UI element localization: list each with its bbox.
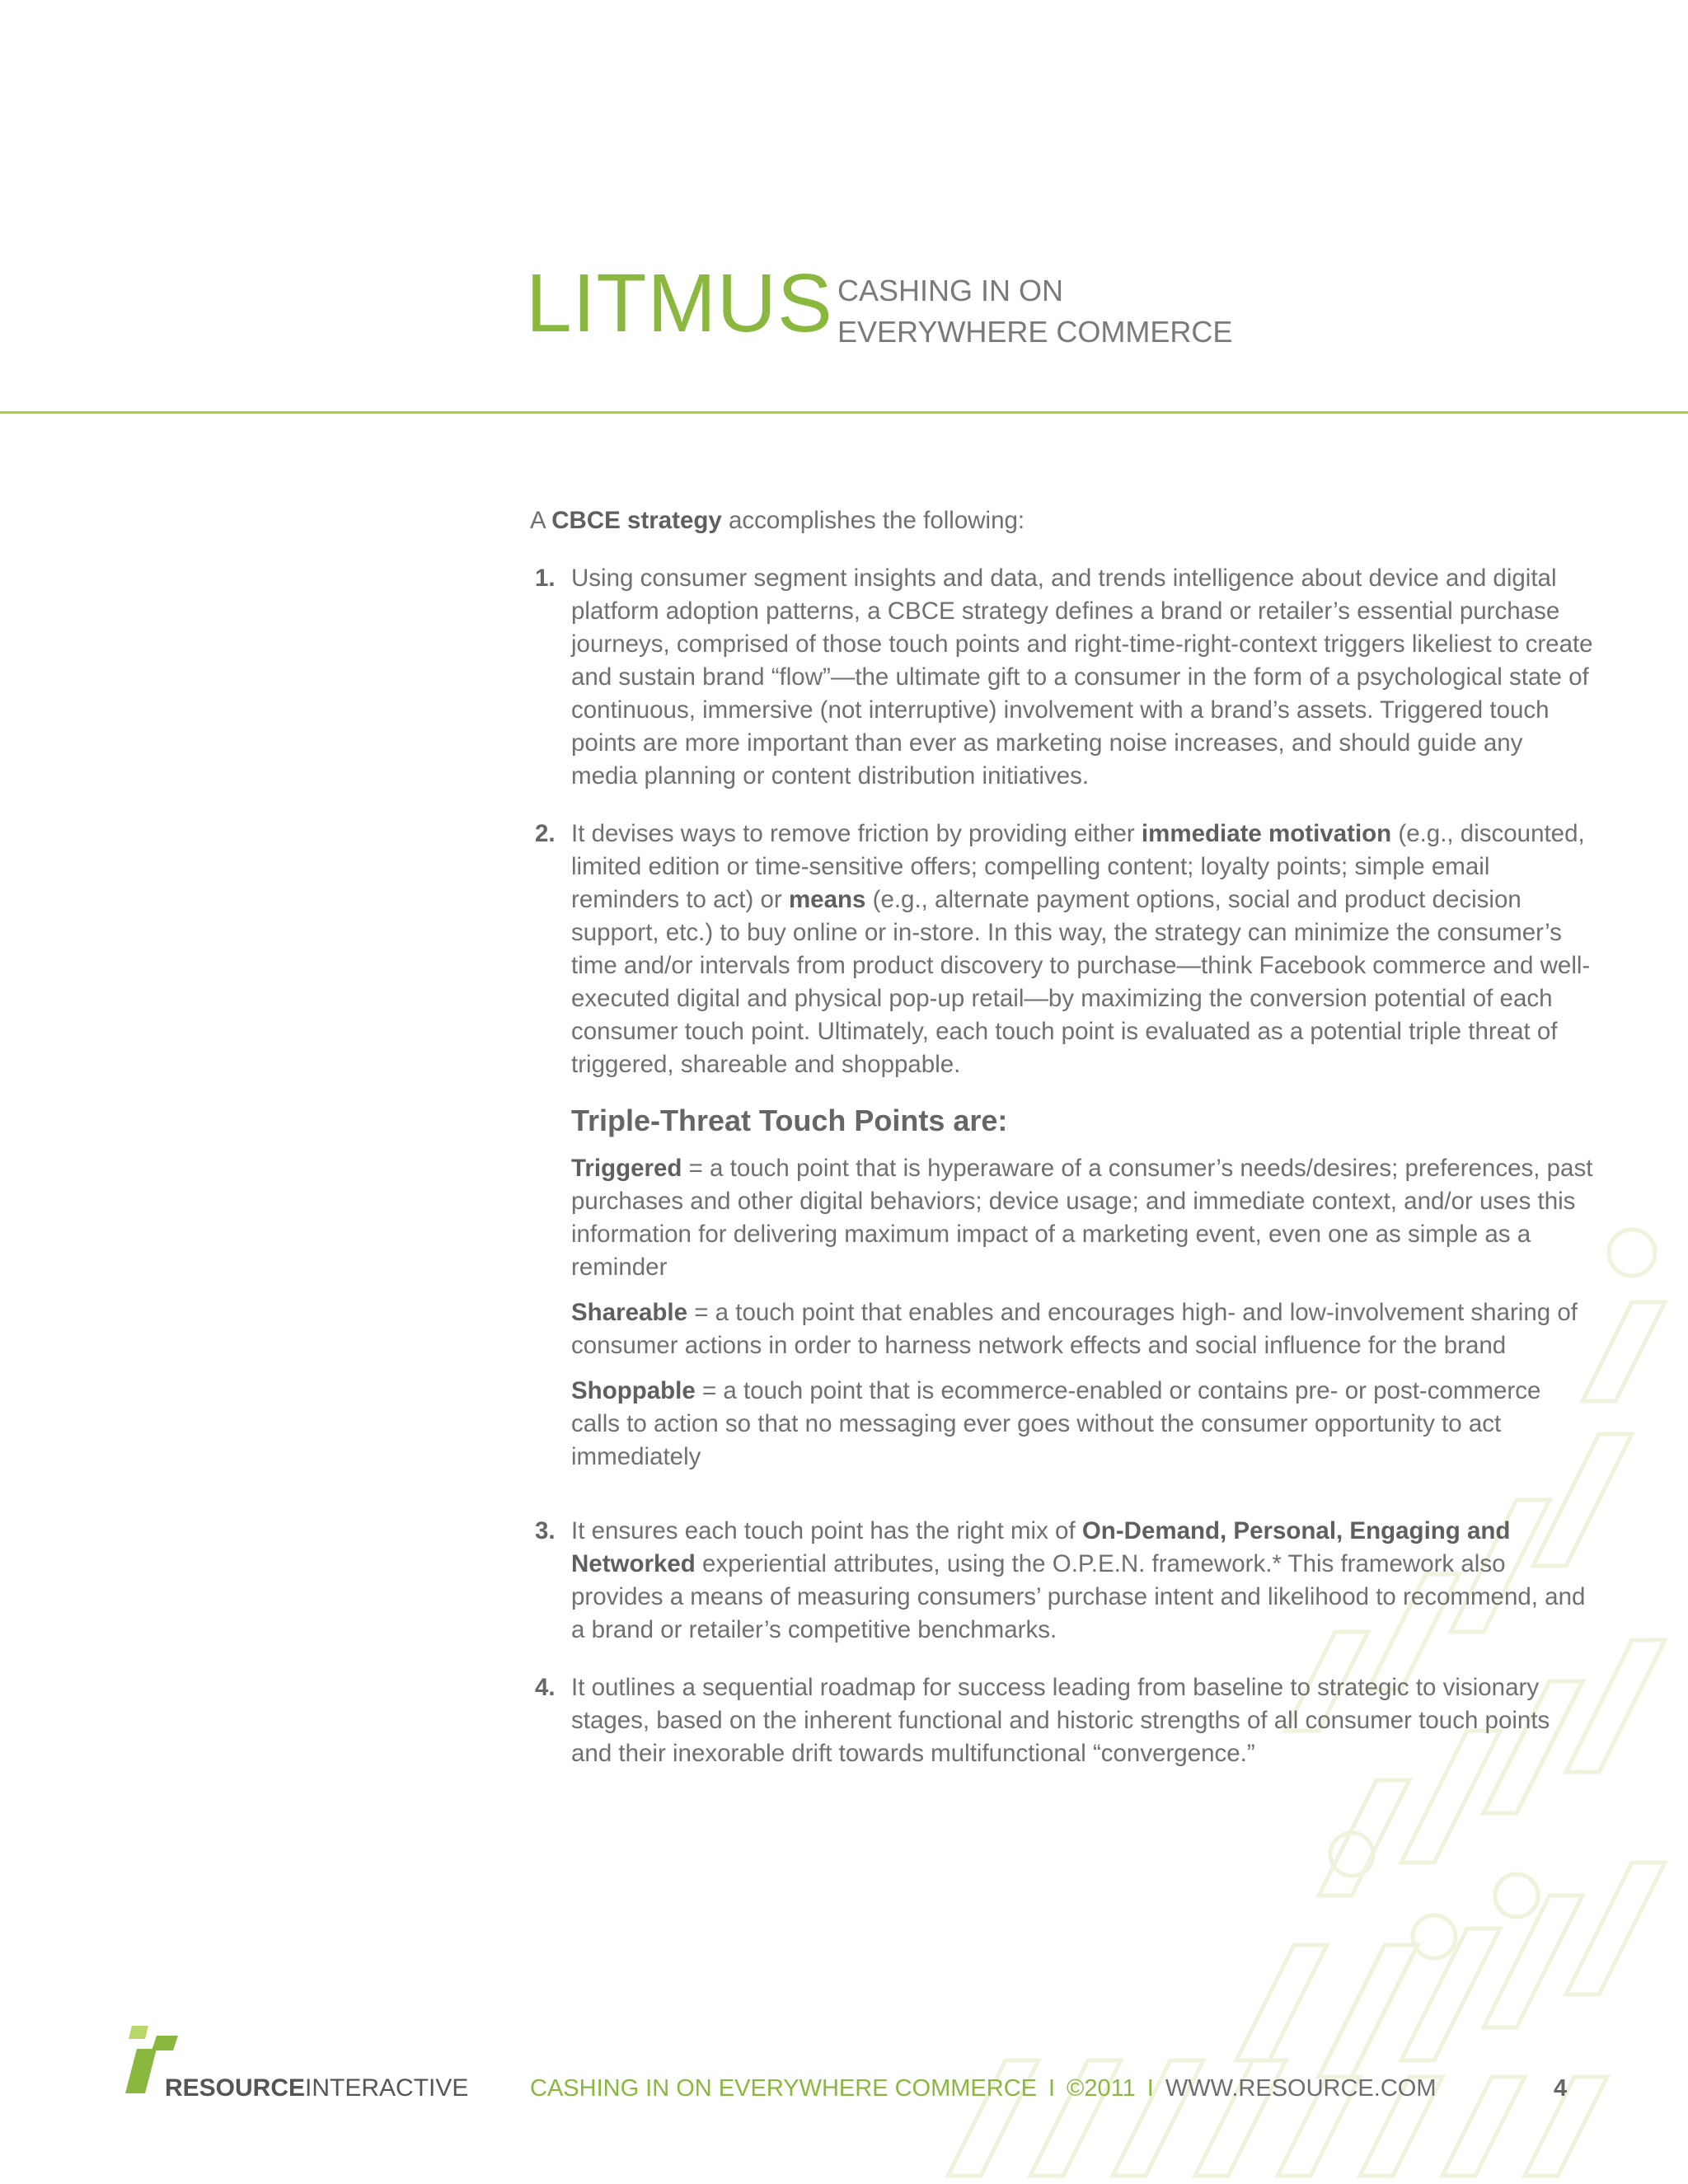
footer-title: CASHING IN ON EVERYWHERE COMMERCE [530, 2075, 1037, 2102]
definition-text: = a touch point that is hyperaware of a consumer’s needs/desires; preferences, past purchases and other digital behaviors; device usage; and immediate context, and/or uses this information for delivering maximum impact of a marketing event, even one as simple as a reminder [571, 1155, 1593, 1281]
page-number: 4 [1554, 2075, 1568, 2102]
document-body [530, 504, 1593, 1795]
logo-bold: RESOURCE [165, 2074, 306, 2102]
definition-term: Triggered [571, 1155, 682, 1182]
list-item-text: It outlines a sequential roadmap for success leading from baseline to strategic to visionary stages, based on the inherent functional and historic strengths of all consumer touch points and their inexorable drift towards multifunctional “convergence.” [571, 1674, 1550, 1767]
list-number: 2. [535, 820, 556, 847]
intro-bold: CBCE strategy [551, 507, 722, 534]
definition [571, 1375, 1593, 1474]
list-item-text [571, 1515, 1593, 1647]
footer-url: WWW.RESOURCE.COM [1165, 2075, 1437, 2102]
logo-wordmark [165, 2074, 468, 2103]
list-item [530, 818, 1593, 1081]
list-item [530, 1671, 1593, 1770]
subtitle-line-1: CASHING IN ON [837, 274, 1064, 307]
subtitle-line-2: EVERYWHERE COMMERCE [837, 315, 1233, 349]
list-item [530, 562, 1593, 793]
list-number: 1. [535, 565, 556, 592]
definition-text: = a touch point that enables and encourages high- and low-involvement sharing of consumer actions in order to harness network effects and social influence for the brand [571, 1299, 1578, 1359]
intro-paragraph [530, 504, 1593, 537]
list-item-text: Using consumer segment insights and data, and trends intelligence about device and digital platform adoption patterns, a CBCE strategy defines a brand or retailer’s essential purchase journeys, comprised of those touch points and right-time-right-context triggers likeliest to create and sustain brand “flow”—the ultimate gift to a consumer in the form of a psychological state of continuous, immersive (not interruptive) involvement with a brand’s assets. Triggered touch points are more important than ever as marketing noise increases, and should guide any media planning or content distribution initiatives. [571, 565, 1593, 790]
section-heading: Triple-Threat Touch Points are: [571, 1104, 1008, 1137]
text-run: experiential attributes, using the O.P.E.N. framework.* This framework also provides a means of measuring consumers’ purchase intent and likelihood to recommend, and a brand or retailer’s competitive benchmarks. [571, 1550, 1586, 1643]
list-item [530, 1515, 1593, 1647]
intro-text-post: accomplishes the following: [721, 507, 1025, 534]
brand-title: LITMUS [526, 257, 833, 349]
list-item-text [571, 818, 1593, 1081]
definition-text: = a touch point that is ecommerce-enabled or contains pre- or post-commerce calls to action so that no messaging ever goes without the consumer opportunity to act immediately [571, 1377, 1541, 1470]
list-number: 4. [535, 1674, 556, 1701]
definition [571, 1152, 1593, 1284]
intro-text-pre: A [530, 507, 552, 534]
definition [571, 1296, 1593, 1362]
logo-light: INTERACTIVE [305, 2074, 469, 2102]
definition-term: Shareable [571, 1299, 688, 1326]
list-number: 3. [535, 1517, 556, 1544]
footer-separator: I [1146, 2075, 1154, 2102]
bold-term: means [788, 886, 866, 913]
footer-copyright: ©2011 [1067, 2075, 1136, 2102]
bold-term: immediate motivation [1141, 820, 1392, 847]
bold-term: On-Demand, Personal, Engaging and Networked [571, 1517, 1511, 1577]
footer-separator: I [1048, 2075, 1056, 2102]
text-run: (e.g., discounted, limited edition or time-sensitive offers; compelling content; loyalty points; simple email reminders to act) or [571, 820, 1585, 913]
triple-threat-section [530, 1103, 1593, 1474]
text-run: It devises ways to remove friction by providing either [571, 820, 1142, 847]
text-run: (e.g., alternate payment options, social and product decision support, etc.) to buy online or in-store. In this way, the strategy can minimize the consumer’s time and/or intervals from product discovery to purchase—think Facebook commerce and well-executed digital and physical pop-up retail—by maximizing the conversion potential of each consumer touch point. Ultimately, each touch point is evaluated as a potential triple threat of triggered, shareable and shoppable. [571, 886, 1591, 1078]
definition-term: Shoppable [571, 1377, 696, 1404]
text-run: It ensures each touch point has the right mix of [571, 1517, 1082, 1544]
header-divider [0, 411, 1688, 414]
footer-text [530, 2074, 1437, 2103]
brand-subtitle [837, 270, 1232, 353]
